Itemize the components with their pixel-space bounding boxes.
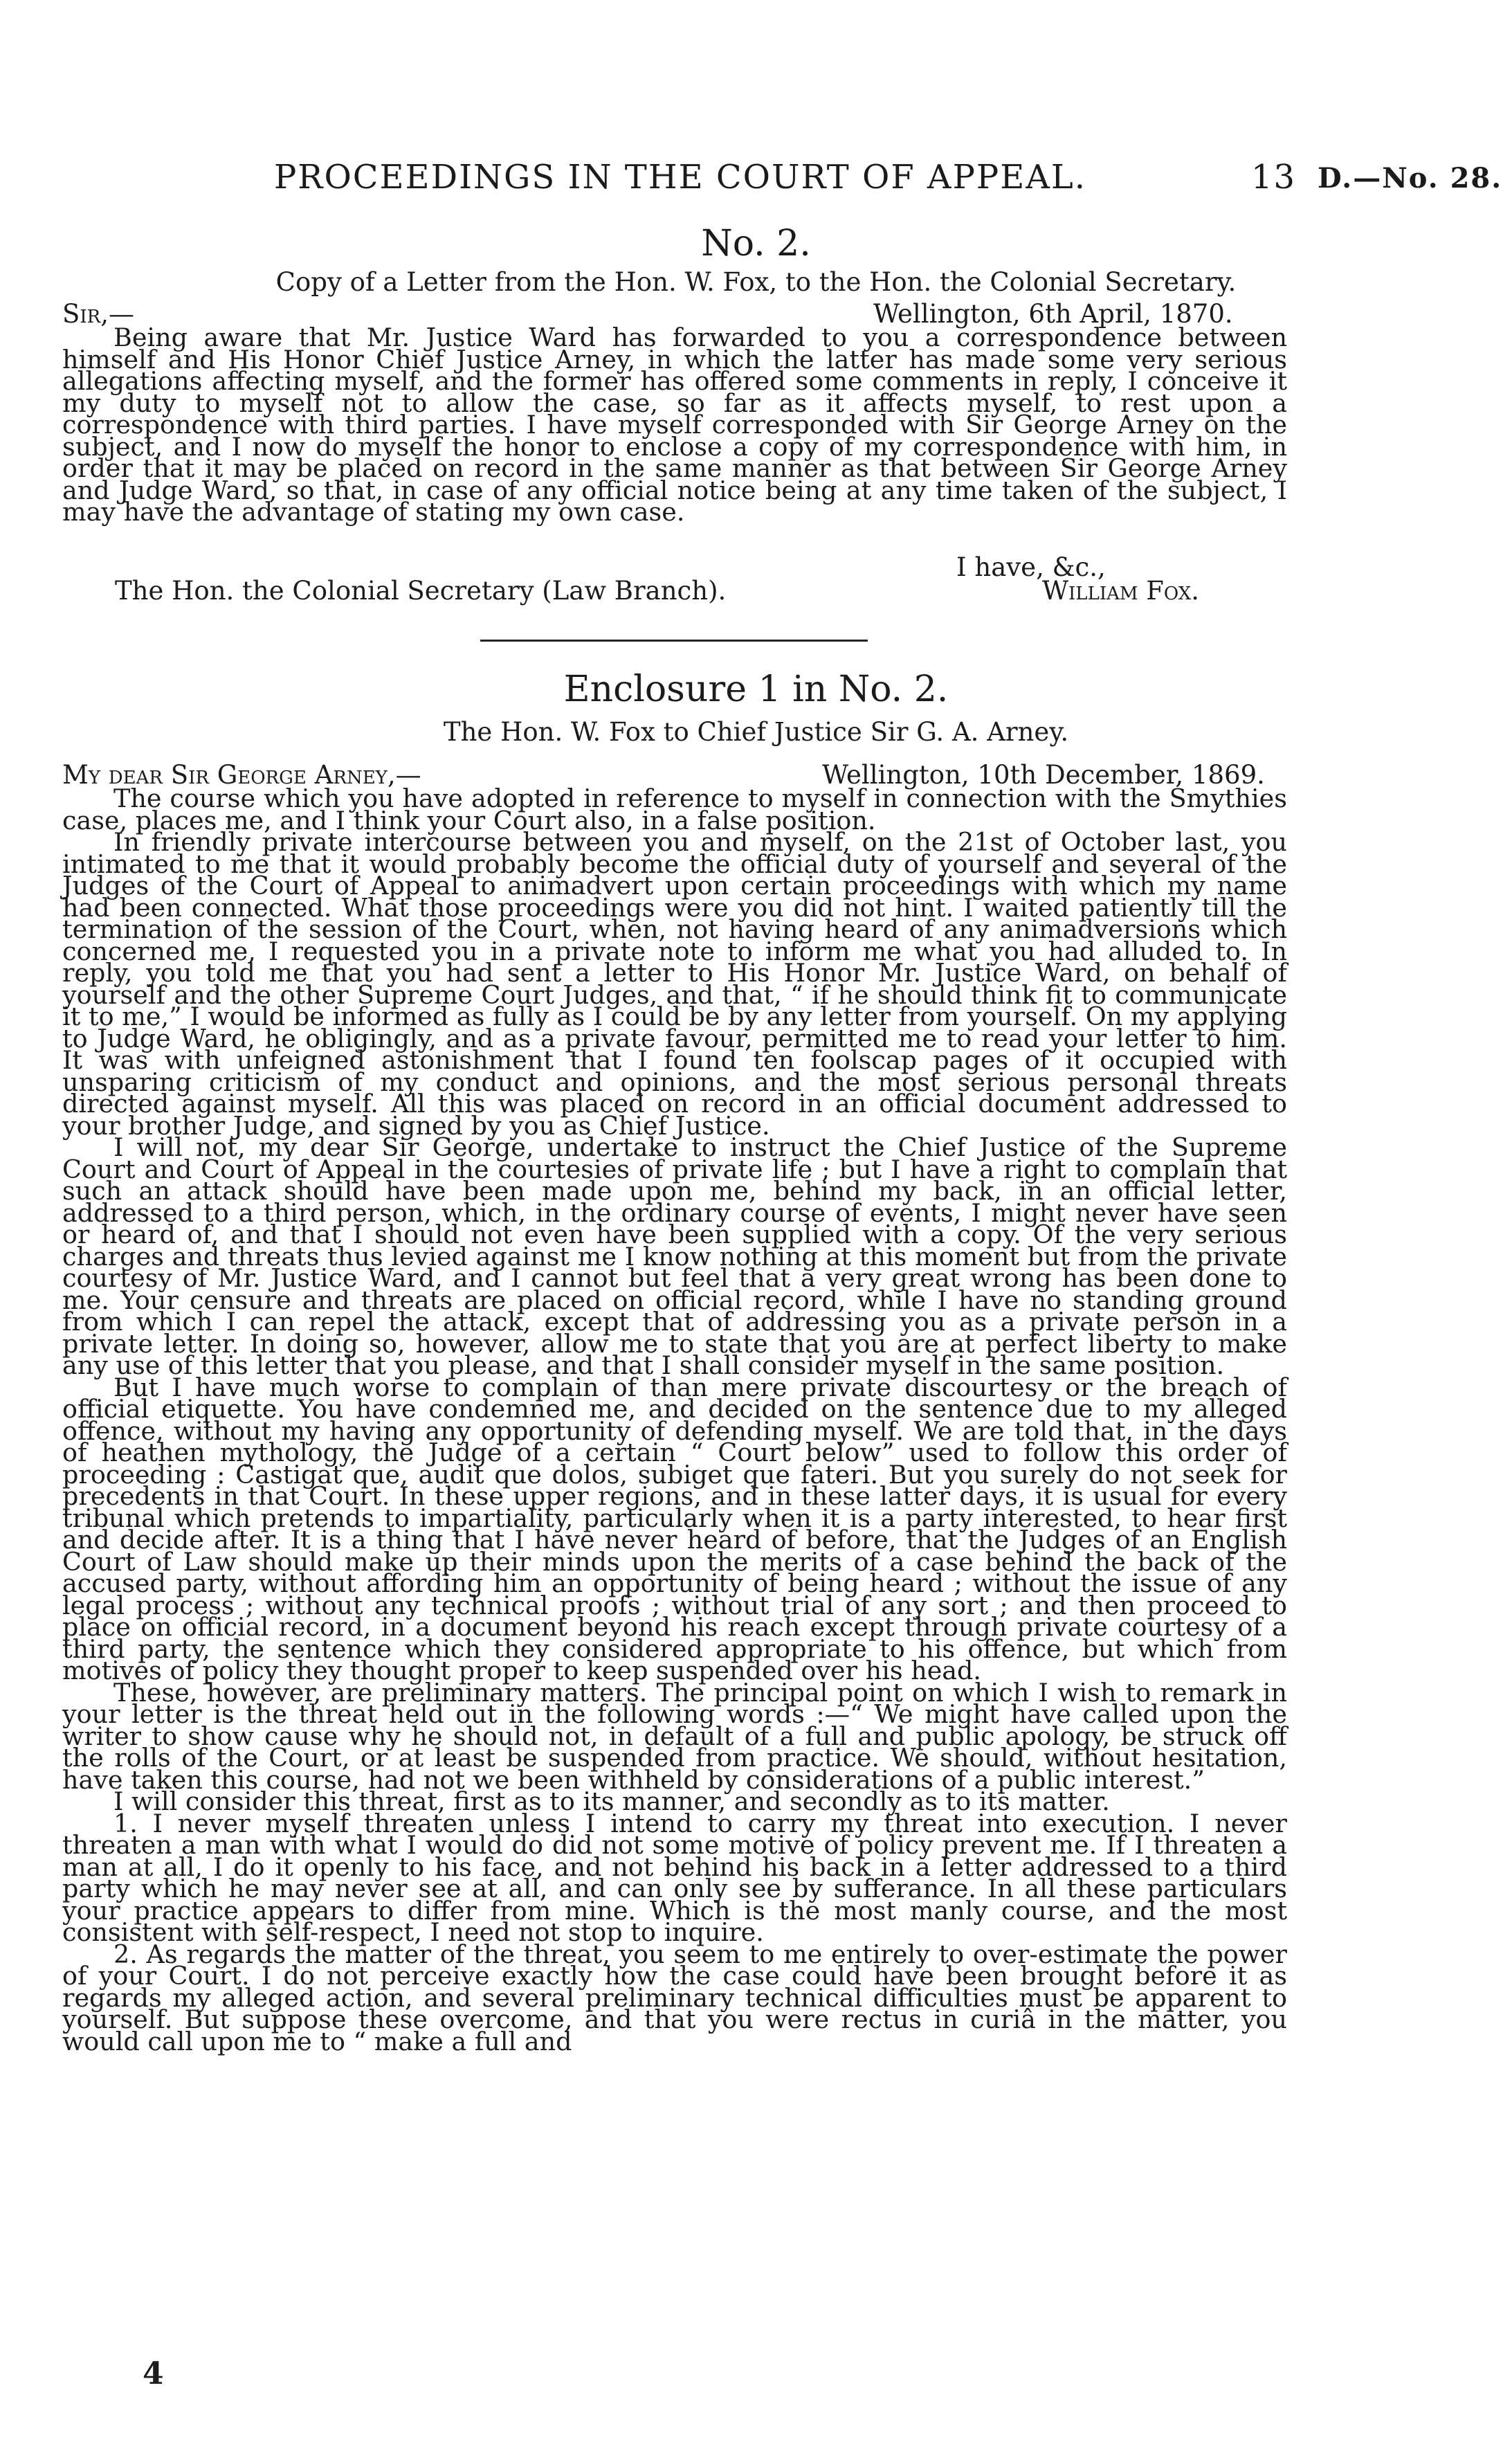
enclosure-paragraph: The course which you have adopted in reference to myself in connection with the Smythies case, places me, and I think your Court also, in a false position. (62, 784, 1287, 835)
letter-addressee: The Hon. the Colonial Secretary (Law Branch). (115, 576, 727, 606)
enclosure-paragraph: 1. I never myself threaten unless I intend to carry my threat into execution. I never threaten a man with what I would do did not some motive of policy prevent me. If I threaten a man at all, I do it openly to his face, and not behind his back in a letter addressed to a third party which he may never see at all, and can only see by sufferance. In all these particulars your practice appears to differ from mine. Which is the most manly course, and the most consistent with self-respect, I need not stop to inquire. (62, 1808, 1287, 1947)
enclosure-place-date: Wellington, 10th December, 1869. (822, 760, 1265, 790)
letter-caption: Copy of a Letter from the Hon. W. Fox, to the Hon. the Colonial Secretary. (275, 267, 1237, 297)
enclosure-heading: Enclosure 1 in No. 2. (563, 669, 949, 710)
running-title: PROCEEDINGS IN THE COURT OF APPEAL. (274, 158, 1087, 197)
letter-closing: I have, &c., (956, 552, 1106, 582)
enclosure-paragraph: These, however, are preliminary matters. The principal point on which I wish to remark in your letter is the threat held out in the following words :—“ We might have called upon the writer to show cause why he should not, in default of a full and public apology, be struck off the rolls of the Court, or at least be suspended from practice. We should, without hesitation, have taken this course, had not we been withheld by considerations of a public interest.” (62, 1677, 1287, 1795)
letter-place-date: Wellington, 6th April, 1870. (873, 299, 1233, 329)
section-divider (480, 640, 868, 642)
letter-heading: No. 2. (701, 223, 811, 264)
enclosure-paragraph: But I have much worse to complain of than mere private discourtesy or the breach of official etiquette. You have condemned me, and decided on the sentence due to my alleged offence, without my having any opportunity of defending myself. We are told that, in the days of heathen mythology, the Judge of a certain “ Court below” used to follow this order of proceeding : Castigat que, audit que dolos, subiget que fateri. But you surely do not seek for precedents in that Court. In these upper regions, and in these latter days, it is usual for every tribunal which pretends to impartiality, particularly when it is a party interested, to hear first and decide after. It is a thing that I have never heard of before, that the Judges of an English Court of Law should make up their minds upon the merits of a case behind the back of the accused party, without affording him an opportunity of being heard ; without the issue of any legal process ; without any technical proofs ; without trial of any sort ; and then proceed to place on official record, in a document beyond his reach except through private courtesy of a third party, the sentence which they considered appropriate to his offence, but which from motives of policy they thought proper to keep suspended over his head. (62, 1372, 1287, 1685)
document-number: D.—No. 28. (1318, 162, 1503, 194)
enclosure-paragraph: 2. As regards the matter of the threat, you seem to me entirely to over-estimate the power of your Court. I do not perceive exactly how the case could have been brought before it as regards my alleged action, and several preliminary technical difficulties must be apparent to yourself. But suppose these overcome, and that you were rectus in curiâ in the matter, you would call upon me to “ make a full and (62, 1939, 1287, 2056)
enclosure-salutation: My dear Sir George Arney,— (62, 760, 421, 790)
letter-salutation: Sir,— (62, 299, 134, 329)
enclosure-caption: The Hon. W. Fox to Chief Justice Sir G. A. Arney. (443, 717, 1069, 747)
enclosure-paragraph: I will consider this threat, first as to its manner, and secondly as to its matter. (113, 1786, 1110, 1816)
signature-mark: 4 (143, 2356, 164, 2391)
page-number: 13 (1251, 158, 1297, 197)
letter-signature: William Fox. (1042, 576, 1200, 606)
letter-body (62, 323, 1287, 527)
enclosure-paragraph: I will not, my dear Sir George, undertake to instruct the Chief Justice of the Supreme Court and Court of Appeal in the courtesies of private life ; but I have a right to complain that such an attack should have been made upon me, behind my back, in an official letter, addressed to a third person, which, in the ordinary course of events, I might never have seen or heard of, and that I should not even have been supplied with a copy. Of the very serious charges and threats thus levied against me I know nothing at this moment but from the private courtesy of Mr. Justice Ward, and I cannot but feel that a very great wrong has been done to me. Your censure and threats are placed on official record, while I have no standing ground from which I can repel the attack, except that of addressing you as a private person in a private letter. In doing so, however, allow me to state that you are at perfect liberty to make any use of this letter that you please, and that I shall consider myself in the same position. (62, 1132, 1287, 1380)
enclosure-paragraph: In friendly private intercourse between you and myself, on the 21st of October last, you intimated to me that it would probably become the official duty of yourself and several of the Judges of the Court of Appeal to animadvert upon certain proceedings with which my name had been connected. What those proceedings were you did not hint. I waited patiently till the termination of the session of the Court, when, not having heard of any animadversions which concerned me, I requested you in a private note to inform me what you had alluded to. In reply, you told me that you had sent a letter to His Honor Mr. Justice Ward, on behalf of yourself and the other Supreme Court Judges, and that, “ if he should think fit to communicate it to me,” I would be informed as fully as I could be by any letter from yourself. On my applying to Judge Ward, he obligingly, and as a private favour, permitted me to read your letter to him. It was with unfeigned astonishment that I found ten foolscap pages of it occupied with unsparing criticism of my conduct and opinions, and the most serious personal threats directed against myself. All this was placed on record in an official document addressed to your brother Judge, and signed by you as Chief Justice. (62, 827, 1287, 1141)
enclosure-body (62, 784, 1287, 2056)
letter-paragraph: Being aware that Mr. Justice Ward has forwarded to you a correspondence between himself and His Honor Chief Justice Arney, in which the latter has made some very serious allegations affecting myself, and the former has offered some comments in reply, I conceive it my duty to myself not to allow the case, so far as it affects myself, to rest upon a correspondence with third parties. I have myself corresponded with Sir George Arney on the subject, and I now do myself the honor to enclose a copy of my correspondence with him, in order that it may be placed on record in the same manner as that between Sir George Arney and Judge Ward, so that, in case of any official notice being at any time taken of the subject, I may have the advantage of stating my own case. (62, 323, 1287, 527)
